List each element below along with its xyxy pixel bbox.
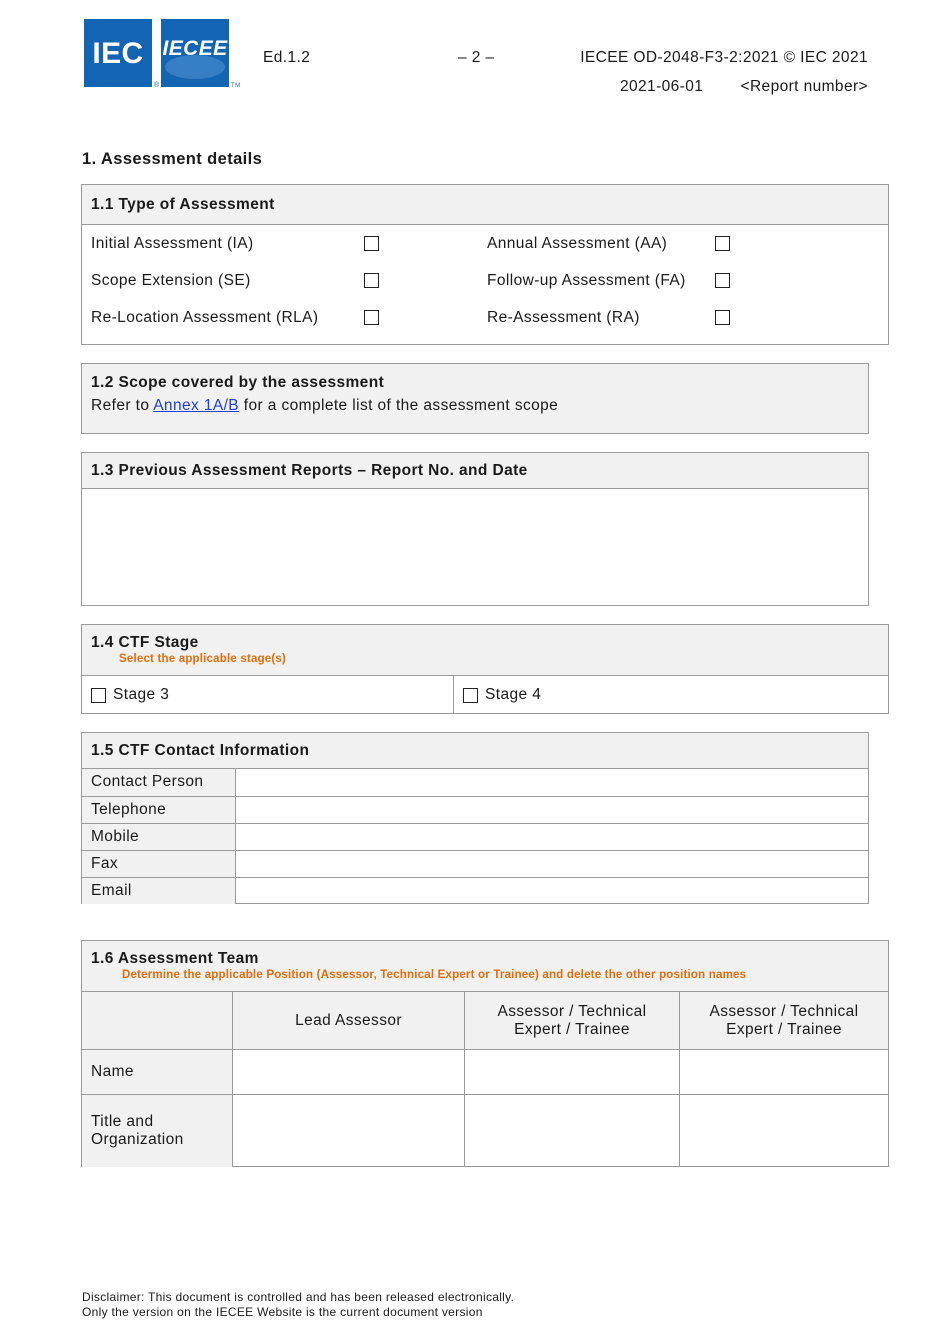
name-row-label: Name	[82, 1050, 232, 1094]
table-row	[82, 769, 868, 796]
table-row	[82, 1049, 888, 1094]
stage-4-label: Stage 4	[485, 686, 542, 703]
stage-3-label: Stage 3	[113, 686, 170, 703]
fax-label: Fax	[82, 851, 236, 877]
ctf-contact-box	[81, 732, 869, 904]
checkbox-aa[interactable]	[715, 236, 730, 251]
scope-text-before: Refer to	[91, 397, 154, 414]
scope-text	[91, 392, 859, 420]
table-row	[82, 1094, 888, 1167]
type-of-assessment-box	[81, 184, 889, 345]
ctf-stage-box	[81, 624, 889, 714]
contact-person-label: Contact Person	[82, 769, 236, 796]
checkbox-rla[interactable]	[364, 310, 379, 325]
assessment-team-title: 1.6 Assessment Team	[91, 950, 259, 967]
option-label-aa: Annual Assessment (AA)	[487, 235, 668, 252]
title-organization-row-label: Title and Organization	[82, 1095, 232, 1167]
fax-field[interactable]	[236, 851, 868, 877]
option-label-ra: Re-Assessment (RA)	[487, 309, 640, 326]
telephone-label: Telephone	[82, 797, 236, 823]
assessment-team-instruction: Determine the applicable Position (Assessor, Technical Expert or Trainee) and delete the other position names	[122, 969, 747, 981]
ctf-stage-instruction: Select the applicable stage(s)	[119, 653, 287, 665]
column-header-assessor-2: Assessor / Technical Expert / Trainee	[679, 992, 888, 1049]
table-row	[82, 877, 868, 904]
checkbox-stage-3[interactable]	[91, 688, 106, 703]
lead-assessor-title-field[interactable]	[232, 1095, 464, 1167]
checkbox-ia[interactable]	[364, 236, 379, 251]
option-label-ia: Initial Assessment (IA)	[91, 235, 254, 252]
column-header-empty	[82, 992, 232, 1049]
ctf-contact-title: 1.5 CTF Contact Information	[82, 733, 868, 769]
assessment-team-table	[82, 992, 888, 1167]
edition: Ed.1.2	[263, 49, 311, 66]
assessor-2-title-field[interactable]	[679, 1095, 888, 1167]
assessment-team-header	[82, 941, 888, 992]
previous-reports-field[interactable]	[82, 489, 868, 605]
logo-iec-text: IEC	[92, 37, 144, 70]
email-field[interactable]	[236, 878, 868, 904]
disclaimer-line-1: Disclaimer: This document is controlled and has been released electronically.	[82, 1290, 515, 1304]
type-of-assessment-title: 1.1 Type of Assessment	[82, 185, 888, 225]
option-label-se: Scope Extension (SE)	[91, 272, 251, 289]
report-number: <Report number>	[740, 78, 868, 95]
column-header-lead-assessor: Lead Assessor	[232, 992, 464, 1049]
table-row	[82, 850, 868, 877]
annex-link[interactable]: Annex 1A/B	[153, 397, 240, 414]
svg-text:TM: TM	[231, 83, 241, 89]
document-date: 2021-06-01	[620, 78, 704, 95]
table-row	[82, 823, 868, 850]
ctf-stage-header	[82, 625, 888, 676]
previous-reports-title: 1.3 Previous Assessment Reports – Report No. and Date	[82, 453, 868, 489]
scope-text-after: for a complete list of the assessment scope	[239, 397, 559, 414]
checkbox-se[interactable]	[364, 273, 379, 288]
telephone-field[interactable]	[236, 797, 868, 823]
lead-assessor-name-field[interactable]	[232, 1050, 464, 1094]
checkbox-stage-4[interactable]	[463, 688, 478, 703]
contact-person-field[interactable]	[236, 769, 868, 796]
disclaimer	[82, 1290, 514, 1320]
scope-title: 1.2 Scope covered by the assessment	[91, 374, 385, 391]
scope-box	[81, 363, 869, 434]
ctf-stage-title: 1.4 CTF Stage	[91, 634, 199, 651]
document-standard: IECEE OD-2048-F3-2:2021 © IEC 2021	[580, 49, 868, 66]
option-label-rla: Re-Location Assessment (RLA)	[91, 309, 319, 326]
stage-4-option[interactable]	[453, 676, 888, 714]
assessor-1-title-field[interactable]	[464, 1095, 679, 1167]
email-label: Email	[82, 878, 236, 904]
mobile-label: Mobile	[82, 824, 236, 850]
svg-text:®: ®	[154, 82, 160, 89]
section-title: 1. Assessment details	[82, 150, 263, 168]
mobile-field[interactable]	[236, 824, 868, 850]
page-number: – 2 –	[458, 49, 495, 66]
column-header-assessor-1: Assessor / Technical Expert / Trainee	[464, 992, 679, 1049]
previous-reports-box	[81, 452, 869, 606]
assessor-2-name-field[interactable]	[679, 1050, 888, 1094]
iec-iecee-logo	[84, 19, 244, 91]
option-label-fa: Follow-up Assessment (FA)	[487, 272, 686, 289]
assessor-1-name-field[interactable]	[464, 1050, 679, 1094]
stage-options	[82, 676, 888, 714]
table-header-row	[82, 992, 888, 1049]
assessment-team-box	[81, 940, 889, 1167]
ctf-contact-table	[82, 769, 868, 904]
disclaimer-line-2: Only the version on the IECEE Website is the current document version	[82, 1305, 483, 1319]
checkbox-ra[interactable]	[715, 310, 730, 325]
stage-3-option[interactable]	[82, 676, 453, 714]
logo-iecee-text: IECEE	[162, 37, 228, 60]
table-row	[82, 796, 868, 823]
checkbox-fa[interactable]	[715, 273, 730, 288]
